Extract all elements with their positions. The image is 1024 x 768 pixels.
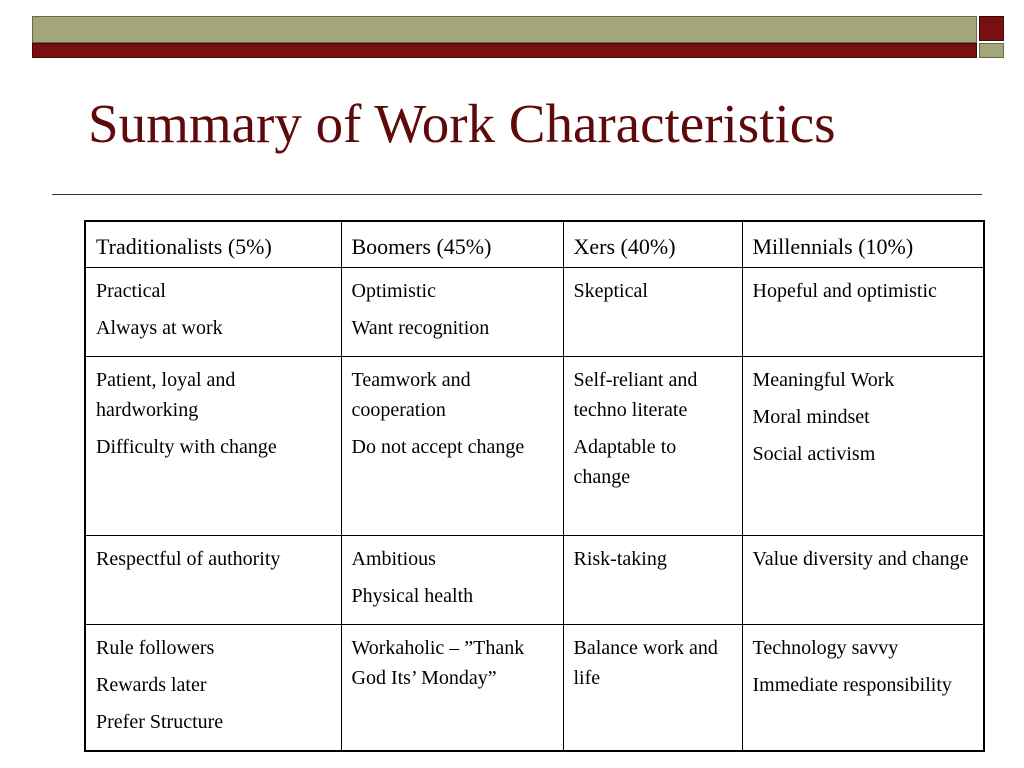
header-boomers: Boomers (45%) (341, 221, 563, 267)
cell-line: Want recognition (351, 316, 490, 339)
table-cell (341, 267, 563, 356)
header-traditionalists: Traditionalists (5%) (85, 221, 341, 267)
table-row (85, 535, 984, 624)
cell-line: Social activism (752, 442, 876, 465)
cell-line: Do not accept change (351, 435, 525, 458)
cell-line: Moral mindset (752, 405, 870, 428)
table-cell (85, 624, 341, 751)
cell-line: Immediate responsibility (752, 673, 952, 696)
header-bar-maroon (32, 43, 977, 58)
cell-line: Meaningful Work (752, 368, 895, 391)
cell-line: Skeptical (573, 279, 648, 302)
cell-line: Optimistic (351, 279, 436, 302)
table-cell (742, 267, 984, 356)
cell-line: Patient, loyal and hardworking (96, 368, 236, 421)
cell-line: Self-reliant and techno literate (573, 368, 698, 421)
header-millennials: Millennials (10%) (742, 221, 984, 267)
table-cell (85, 356, 341, 535)
cell-line: Technology savvy (752, 636, 899, 659)
table-header-row (85, 221, 984, 267)
table-row (85, 624, 984, 751)
cell-line: Rewards later (96, 673, 207, 696)
table-cell (563, 624, 742, 751)
cell-line: Ambitious (351, 547, 436, 570)
table-cell (742, 535, 984, 624)
cell-line: Rule followers (96, 636, 215, 659)
table-cell (341, 356, 563, 535)
slide-title: Summary of Work Characteristics (88, 93, 836, 154)
characteristics-table (84, 220, 985, 752)
header-bar-olive (32, 16, 977, 43)
table-cell (742, 356, 984, 535)
table-row (85, 267, 984, 356)
cell-line: Value diversity and change (752, 547, 969, 570)
cell-line: Workaholic – ”Thank God Its’ Monday” (351, 636, 525, 689)
table-cell (742, 624, 984, 751)
title-divider (52, 194, 982, 195)
table-row (85, 356, 984, 535)
cell-line: Balance work and life (573, 636, 718, 689)
cell-line: Prefer Structure (96, 710, 224, 733)
cell-line: Risk-taking (573, 547, 667, 570)
table-cell (341, 535, 563, 624)
cell-line: Respectful of authority (96, 547, 281, 570)
cell-line: Always at work (96, 316, 223, 339)
table-cell (341, 624, 563, 751)
header-xers: Xers (40%) (563, 221, 742, 267)
table-cell (563, 267, 742, 356)
cell-line: Hopeful and optimistic (752, 279, 937, 302)
cell-line: Adaptable to change (573, 435, 677, 488)
table-cell (563, 356, 742, 535)
cell-line: Teamwork and cooperation (351, 368, 471, 421)
cell-line: Physical health (351, 584, 474, 607)
table-cell (563, 535, 742, 624)
table-cell (85, 535, 341, 624)
cell-line: Difficulty with change (96, 435, 277, 458)
cell-line: Practical (96, 279, 166, 302)
table-cell (85, 267, 341, 356)
corner-square-maroon (979, 16, 1004, 41)
corner-square-olive (979, 43, 1004, 58)
